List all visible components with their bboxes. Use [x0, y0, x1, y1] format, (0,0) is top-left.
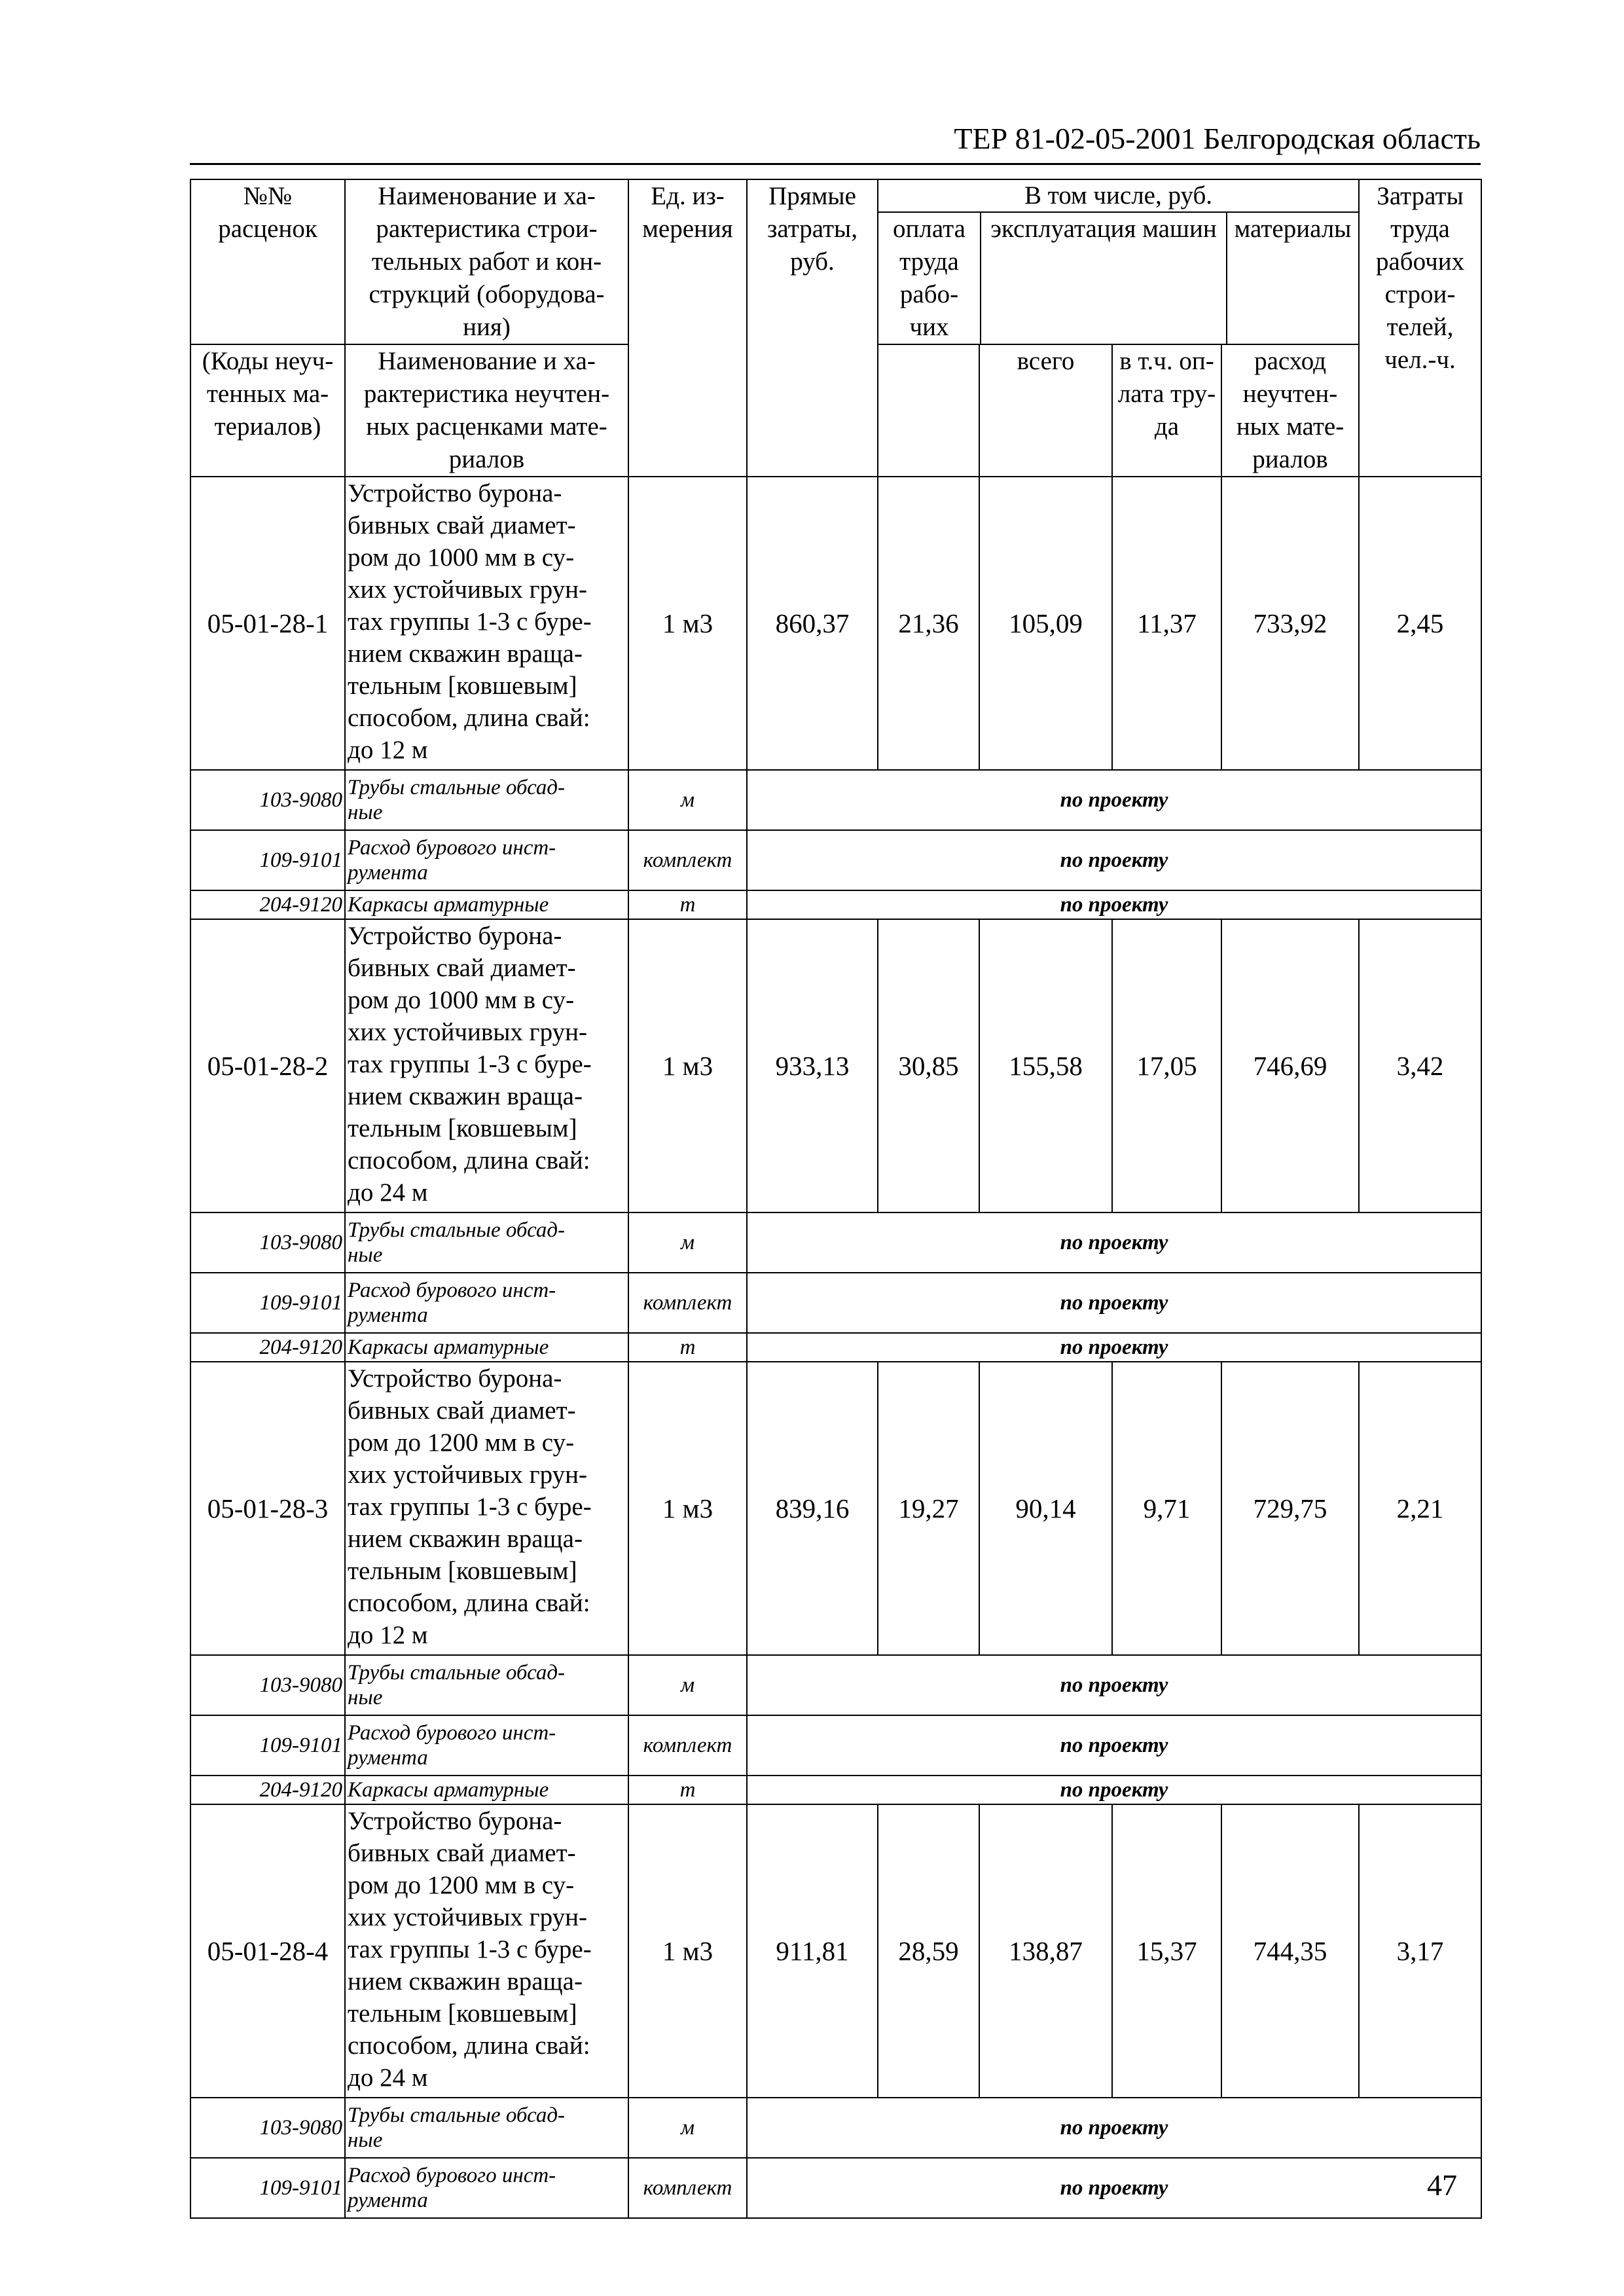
text-line: Наименование и ха- — [378, 182, 596, 210]
material-row — [190, 770, 1481, 830]
price-table — [190, 179, 1482, 2219]
header-machine-pay — [1112, 344, 1221, 477]
labor-cost-value: 3,17 — [1359, 1804, 1481, 2098]
rate-row — [190, 1362, 1481, 1655]
text-line: ных мате- — [1236, 412, 1344, 441]
text-line: ные — [348, 801, 383, 824]
material-row — [190, 1715, 1481, 1776]
material-note: по проекту — [747, 1776, 1481, 1804]
direct-costs-value: 933,13 — [747, 919, 878, 1212]
header-labor-pay-cont — [878, 344, 979, 477]
material-name — [345, 1333, 628, 1362]
header-unit — [628, 179, 747, 477]
material-code: 204-9120 — [190, 1776, 345, 1804]
text-line: Ед. из- — [651, 182, 725, 210]
material-code: 109-9101 — [190, 2158, 345, 2218]
machine-pay-value: 15,37 — [1112, 1804, 1221, 2098]
text-line: териалов) — [214, 412, 321, 441]
text-line: тельным [ковшевым] — [348, 1114, 577, 1142]
material-name — [345, 1273, 628, 1333]
text-line: способом, длина свай: — [348, 2032, 590, 2060]
labor-pay-value: 30,85 — [878, 919, 979, 1212]
material-unit: м — [628, 1212, 747, 1273]
document-header: ТЕР 81-02-05-2001 Белгородская область — [954, 122, 1481, 155]
labor-pay-value: 21,36 — [878, 477, 979, 770]
header-row-1 — [190, 179, 1481, 344]
labor-cost-value: 2,21 — [1359, 1362, 1481, 1655]
header-material-usage — [1221, 344, 1359, 477]
material-code: 204-9120 — [190, 1333, 345, 1362]
material-code: 103-9080 — [190, 1655, 345, 1715]
header-code — [190, 179, 345, 344]
material-unit: комплект — [628, 1715, 747, 1776]
header-rule — [190, 163, 1481, 165]
rate-row — [190, 1804, 1481, 2098]
machine-total-value: 90,14 — [979, 1362, 1112, 1655]
text-line: тах группы 1-3 с буре- — [348, 1935, 592, 1963]
material-code: 204-9120 — [190, 890, 345, 919]
rate-unit: 1 м3 — [628, 919, 747, 1212]
material-row — [190, 2158, 1481, 2218]
text-line: способом, длина свай: — [348, 1589, 590, 1617]
text-line: нием скважин враща- — [348, 1525, 583, 1553]
labor-cost-value: 2,45 — [1359, 477, 1481, 770]
header-including-label: В том числе, руб. — [878, 180, 1358, 213]
material-code: 109-9101 — [190, 1715, 345, 1776]
material-code: 109-9101 — [190, 830, 345, 890]
text-line: ные — [348, 2128, 383, 2152]
material-note: по проекту — [747, 1333, 1481, 1362]
text-line: тах группы 1-3 с буре- — [348, 1050, 592, 1078]
rate-row — [190, 477, 1481, 770]
text-line: Каркасы арматурные — [348, 893, 549, 917]
text-line: риалов — [448, 445, 525, 473]
text-line: Расход бурового инст- — [348, 1279, 556, 1302]
rate-unit: 1 м3 — [628, 1362, 747, 1655]
text-line: Прямые — [768, 182, 856, 210]
material-row — [190, 2098, 1481, 2158]
text-line: Устройство бурона- — [348, 1807, 562, 1835]
rate-description — [345, 1804, 628, 2098]
rate-row — [190, 919, 1481, 1212]
material-name — [345, 2158, 628, 2218]
text-line: строи- — [1384, 280, 1456, 308]
material-note: по проекту — [747, 1273, 1481, 1333]
header-labor-cost — [1359, 179, 1481, 477]
material-row — [190, 830, 1481, 890]
header-name — [345, 179, 628, 344]
material-name — [345, 1776, 628, 1804]
text-line: Трубы стальные обсад- — [348, 1661, 566, 1685]
text-line: рабочих — [1375, 247, 1465, 276]
text-line: чих — [909, 313, 949, 341]
material-note: по проекту — [747, 890, 1481, 919]
material-note: по проекту — [747, 1212, 1481, 1273]
text-line: мерения — [642, 215, 733, 243]
material-row — [190, 1776, 1481, 1804]
machine-pay-value: 17,05 — [1112, 919, 1221, 1212]
material-unit: м — [628, 770, 747, 830]
material-name — [345, 890, 628, 919]
text-line: да — [1154, 412, 1180, 441]
direct-costs-value: 860,37 — [747, 477, 878, 770]
text-line: (Коды неуч- — [202, 347, 334, 375]
material-name — [345, 1655, 628, 1715]
text-line: труда — [899, 247, 959, 276]
material-name — [345, 830, 628, 890]
text-line: Расход бурового инст- — [348, 2164, 556, 2187]
text-line: Трубы стальные обсад- — [348, 2104, 566, 2127]
text-line: до 24 м — [348, 1178, 428, 1207]
text-line: Каркасы арматурные — [348, 1336, 549, 1359]
text-line: риалов — [1252, 445, 1328, 473]
text-line: Устройство бурона- — [348, 1364, 562, 1393]
text-line: ния) — [463, 313, 511, 341]
page-number: 47 — [1427, 2168, 1457, 2202]
materials-value: 746,69 — [1221, 919, 1359, 1212]
text-line: Трубы стальные обсад- — [348, 776, 566, 799]
header-direct-costs — [747, 179, 878, 477]
material-note: по проекту — [747, 1655, 1481, 1715]
material-unit: комплект — [628, 2158, 747, 2218]
text-line: способом, длина свай: — [348, 704, 590, 732]
text-line: ром до 1200 мм в су- — [348, 1871, 575, 1899]
text-line: ные — [348, 1243, 383, 1267]
material-unit: т — [628, 1333, 747, 1362]
text-line: до 24 м — [348, 2064, 428, 2092]
materials-value: 744,35 — [1221, 1804, 1359, 2098]
text-line: Наименование и ха- — [378, 347, 596, 375]
text-line: румента — [348, 1746, 428, 1770]
material-unit: комплект — [628, 830, 747, 890]
text-line: Расход бурового инст- — [348, 1721, 556, 1745]
header-machines: эксплуатация машин — [981, 213, 1227, 344]
text-line: труда — [1390, 215, 1450, 243]
text-line: чел.-ч. — [1384, 346, 1456, 374]
text-line: ных расценками мате- — [366, 412, 607, 441]
rate-code: 05-01-28-2 — [190, 919, 345, 1212]
text-line: нием скважин враща- — [348, 640, 583, 668]
text-line: хих устойчивых грун- — [348, 1018, 588, 1046]
text-line: затраты, — [767, 215, 858, 243]
text-line: способом, длина свай: — [348, 1146, 590, 1175]
material-row — [190, 890, 1481, 919]
rate-code: 05-01-28-4 — [190, 1804, 345, 2098]
material-note: по проекту — [747, 1715, 1481, 1776]
text-line: тельным [ковшевым] — [348, 1999, 577, 2028]
material-code: 103-9080 — [190, 770, 345, 830]
machine-total-value: 105,09 — [979, 477, 1112, 770]
header-machine-total: всего — [979, 344, 1112, 477]
text-line: рабо- — [899, 280, 959, 308]
text-line: ром до 1200 мм в су- — [348, 1429, 575, 1457]
material-unit: т — [628, 890, 747, 919]
material-row — [190, 1333, 1481, 1362]
text-line: Расход бурового инст- — [348, 836, 556, 860]
text-line: тельных работ и кон- — [371, 247, 602, 276]
text-line: расход — [1254, 347, 1326, 375]
material-unit: м — [628, 1655, 747, 1715]
labor-pay-value: 28,59 — [878, 1804, 979, 2098]
text-line: оплата — [893, 215, 965, 243]
text-line: румента — [348, 2189, 428, 2212]
labor-pay-value: 19,27 — [878, 1362, 979, 1655]
text-line: нием скважин враща- — [348, 1967, 583, 1995]
material-row — [190, 1273, 1481, 1333]
machine-total-value: 155,58 — [979, 919, 1112, 1212]
rate-code: 05-01-28-3 — [190, 1362, 345, 1655]
material-note: по проекту — [747, 770, 1481, 830]
text-line: неучтен- — [1242, 380, 1338, 408]
materials-value: 729,75 — [1221, 1362, 1359, 1655]
direct-costs-value: 911,81 — [747, 1804, 878, 2098]
text-line: струкций (оборудова- — [369, 280, 605, 308]
material-unit: м — [628, 2098, 747, 2158]
material-note: по проекту — [747, 2098, 1481, 2158]
text-line: тах группы 1-3 с буре- — [348, 1493, 592, 1521]
material-code: 103-9080 — [190, 1212, 345, 1273]
rate-unit: 1 м3 — [628, 1804, 747, 2098]
text-line: тельным [ковшевым] — [348, 672, 577, 700]
text-line: до 12 м — [348, 1621, 428, 1649]
header-labor-pay — [878, 213, 981, 344]
header-materials: материалы — [1234, 215, 1352, 243]
text-line: расценок — [218, 215, 317, 243]
text-line: Трубы стальные обсад- — [348, 1218, 566, 1242]
material-code: 103-9080 — [190, 2098, 345, 2158]
rate-code: 05-01-28-1 — [190, 477, 345, 770]
text-line: Устройство бурона- — [348, 922, 562, 950]
table-body — [190, 179, 1481, 2218]
text-line: тельным [ковшевым] — [348, 1557, 577, 1585]
text-line: румента — [348, 861, 428, 884]
rate-unit: 1 м3 — [628, 477, 747, 770]
text-line: Каркасы арматурные — [348, 1778, 549, 1802]
material-name — [345, 2098, 628, 2158]
text-line: до 12 м — [348, 736, 428, 764]
material-name — [345, 1212, 628, 1273]
material-unit: т — [628, 1776, 747, 1804]
text-line: бивных свай диамет- — [348, 1396, 576, 1425]
labor-cost-value: 3,42 — [1359, 919, 1481, 1212]
material-note: по проекту — [747, 830, 1481, 890]
material-unit: комплект — [628, 1273, 747, 1333]
text-line: бивных свай диамет- — [348, 1839, 576, 1867]
text-line: хих устойчивых грун- — [348, 1461, 588, 1489]
header-including — [878, 179, 1359, 344]
text-line: телей, — [1386, 313, 1454, 341]
text-line: Устройство бурона- — [348, 479, 562, 507]
machine-total-value: 138,87 — [979, 1804, 1112, 2098]
text-line: ром до 1000 мм в су- — [348, 543, 575, 572]
text-line: в т.ч. оп- — [1119, 347, 1214, 375]
text-line: хих устойчивых грун- — [348, 1903, 588, 1931]
text-line: лата тру- — [1117, 380, 1216, 408]
material-row — [190, 1655, 1481, 1715]
material-name — [345, 770, 628, 830]
material-name — [345, 1715, 628, 1776]
text-line: румента — [348, 1303, 428, 1327]
direct-costs-value: 839,16 — [747, 1362, 878, 1655]
text-line: бивных свай диамет- — [348, 511, 576, 539]
machine-pay-value: 9,71 — [1112, 1362, 1221, 1655]
text-line: ные — [348, 1686, 383, 1709]
text-line: рактеристика строи- — [376, 215, 598, 243]
text-line: бивных свай диамет- — [348, 954, 576, 982]
rate-description — [345, 477, 628, 770]
header-material-code — [190, 344, 345, 477]
rate-description — [345, 1362, 628, 1655]
machine-pay-value: 11,37 — [1112, 477, 1221, 770]
materials-value: 733,92 — [1221, 477, 1359, 770]
text-line: ром до 1000 мм в су- — [348, 986, 575, 1014]
material-code: 109-9101 — [190, 1273, 345, 1333]
text-line: тах группы 1-3 с буре- — [348, 608, 592, 636]
text-line: хих устойчивых грун- — [348, 575, 588, 604]
text-line: рактеристика неучтен- — [363, 380, 610, 408]
text-line: тенных ма- — [206, 380, 329, 408]
text-line: №№ — [243, 182, 293, 210]
material-row — [190, 1212, 1481, 1273]
material-note: по проекту — [747, 2158, 1481, 2218]
text-line: нием скважин враща- — [348, 1082, 583, 1110]
text-line: руб. — [790, 247, 835, 276]
rate-description — [345, 919, 628, 1212]
header-material-name — [345, 344, 628, 477]
text-line: Затраты — [1377, 182, 1464, 210]
